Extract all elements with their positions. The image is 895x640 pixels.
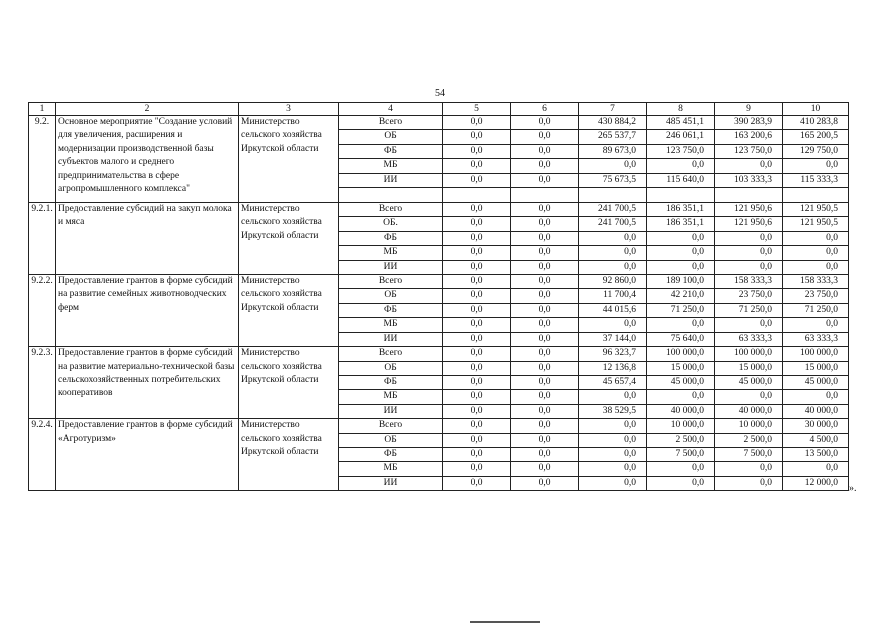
- funding-source: ИИ: [339, 260, 443, 274]
- amount-cell: 0,0: [647, 260, 715, 274]
- funding-source: ФБ: [339, 375, 443, 389]
- funding-source: Всего: [339, 347, 443, 361]
- amount-cell: 0,0: [511, 476, 579, 490]
- amount-cell: 0,0: [511, 130, 579, 144]
- amount-cell: 10 000,0: [715, 419, 783, 433]
- amount-cell: 0,0: [783, 231, 849, 245]
- amount-cell: 11 700,4: [579, 289, 647, 303]
- table-row: [29, 347, 849, 361]
- amount-cell: 75 640,0: [647, 332, 715, 346]
- amount-cell: 75 673,5: [579, 173, 647, 187]
- amount-cell: 0,0: [511, 173, 579, 187]
- amount-cell: 0,0: [579, 447, 647, 461]
- amount-cell: 0,0: [579, 260, 647, 274]
- amount-cell: 0,0: [579, 231, 647, 245]
- item-executor: Министерство сельского хозяйства Иркутской области: [239, 116, 339, 203]
- funding-source: ИИ: [339, 332, 443, 346]
- empty-cell: [443, 188, 511, 203]
- amount-cell: 45 000,0: [715, 375, 783, 389]
- amount-cell: 45 657,4: [579, 375, 647, 389]
- amount-cell: 0,0: [579, 419, 647, 433]
- funding-source: Всего: [339, 116, 443, 130]
- amount-cell: 13 500,0: [783, 447, 849, 461]
- amount-cell: 71 250,0: [783, 303, 849, 317]
- column-header: 6: [511, 103, 579, 116]
- empty-cell: [715, 188, 783, 203]
- amount-cell: 390 283,9: [715, 116, 783, 130]
- amount-cell: 0,0: [647, 159, 715, 173]
- amount-cell: 0,0: [443, 390, 511, 404]
- amount-cell: 0,0: [443, 303, 511, 317]
- amount-cell: 115 640,0: [647, 173, 715, 187]
- amount-cell: 12 136,8: [579, 361, 647, 375]
- amount-cell: 0,0: [715, 159, 783, 173]
- empty-cell: [511, 188, 579, 203]
- amount-cell: 0,0: [511, 375, 579, 389]
- amount-cell: 121 950,6: [715, 217, 783, 231]
- column-header: 9: [715, 103, 783, 116]
- amount-cell: 7 500,0: [715, 447, 783, 461]
- amount-cell: 0,0: [715, 260, 783, 274]
- amount-cell: 0,0: [443, 144, 511, 158]
- amount-cell: 163 200,6: [715, 130, 783, 144]
- table-body: [29, 116, 849, 491]
- amount-cell: 0,0: [443, 318, 511, 332]
- column-header: 5: [443, 103, 511, 116]
- amount-cell: 0,0: [443, 275, 511, 289]
- amount-cell: 0,0: [647, 390, 715, 404]
- funding-source: ОБ: [339, 289, 443, 303]
- amount-cell: 40 000,0: [715, 404, 783, 418]
- funding-source: ФБ: [339, 303, 443, 317]
- amount-cell: 0,0: [443, 217, 511, 231]
- amount-cell: 121 950,5: [783, 217, 849, 231]
- funding-source: ФБ: [339, 447, 443, 461]
- column-header: 10: [783, 103, 849, 116]
- amount-cell: 0,0: [647, 476, 715, 490]
- amount-cell: 0,0: [511, 116, 579, 130]
- amount-cell: 0,0: [443, 476, 511, 490]
- amount-cell: 0,0: [443, 116, 511, 130]
- amount-cell: 0,0: [715, 318, 783, 332]
- amount-cell: 0,0: [579, 246, 647, 260]
- amount-cell: 265 537,7: [579, 130, 647, 144]
- amount-cell: 0,0: [783, 246, 849, 260]
- amount-cell: 0,0: [443, 289, 511, 303]
- amount-cell: 0,0: [443, 375, 511, 389]
- amount-cell: 189 100,0: [647, 275, 715, 289]
- funding-source: ФБ: [339, 144, 443, 158]
- column-header: 1: [29, 103, 56, 116]
- item-code: 9.2.2.: [29, 275, 56, 347]
- funding-source: Всего: [339, 203, 443, 217]
- budget-table: [28, 102, 849, 491]
- item-code: 9.2.: [29, 116, 56, 203]
- amount-cell: 0,0: [443, 404, 511, 418]
- amount-cell: 71 250,0: [647, 303, 715, 317]
- amount-cell: 100 000,0: [647, 347, 715, 361]
- amount-cell: 158 333,3: [783, 275, 849, 289]
- amount-cell: 30 000,0: [783, 419, 849, 433]
- amount-cell: 0,0: [443, 332, 511, 346]
- funding-source: МБ: [339, 246, 443, 260]
- amount-cell: 0,0: [511, 289, 579, 303]
- amount-cell: 0,0: [715, 231, 783, 245]
- amount-cell: 0,0: [579, 390, 647, 404]
- amount-cell: 0,0: [511, 159, 579, 173]
- amount-cell: 0,0: [511, 203, 579, 217]
- amount-cell: 0,0: [647, 318, 715, 332]
- amount-cell: 0,0: [783, 462, 849, 476]
- column-header: 8: [647, 103, 715, 116]
- amount-cell: 0,0: [715, 476, 783, 490]
- empty-cell: [579, 188, 647, 203]
- table-row: [29, 419, 849, 433]
- amount-cell: 0,0: [511, 303, 579, 317]
- amount-cell: 241 700,5: [579, 203, 647, 217]
- empty-cell: [783, 188, 849, 203]
- amount-cell: 0,0: [443, 246, 511, 260]
- amount-cell: 100 000,0: [783, 347, 849, 361]
- amount-cell: 0,0: [443, 173, 511, 187]
- amount-cell: 123 750,0: [715, 144, 783, 158]
- amount-cell: 0,0: [579, 318, 647, 332]
- amount-cell: 158 333,3: [715, 275, 783, 289]
- amount-cell: 186 351,1: [647, 203, 715, 217]
- amount-cell: 123 750,0: [647, 144, 715, 158]
- table-row: [29, 203, 849, 217]
- amount-cell: 92 860,0: [579, 275, 647, 289]
- amount-cell: 0,0: [511, 318, 579, 332]
- amount-cell: 0,0: [647, 462, 715, 476]
- amount-cell: 121 950,6: [715, 203, 783, 217]
- amount-cell: 0,0: [443, 260, 511, 274]
- amount-cell: 0,0: [511, 404, 579, 418]
- amount-cell: 0,0: [511, 462, 579, 476]
- amount-cell: 115 333,3: [783, 173, 849, 187]
- item-executor: Министерство сельского хозяйства Иркутской области: [239, 419, 339, 491]
- item-code: 9.2.4.: [29, 419, 56, 491]
- amount-cell: 0,0: [511, 231, 579, 245]
- amount-cell: 485 451,1: [647, 116, 715, 130]
- amount-cell: 0,0: [443, 159, 511, 173]
- amount-cell: 186 351,1: [647, 217, 715, 231]
- amount-cell: 0,0: [579, 476, 647, 490]
- amount-cell: 0,0: [511, 447, 579, 461]
- amount-cell: 40 000,0: [647, 404, 715, 418]
- footer-rule: [470, 621, 540, 623]
- item-name: Предоставление грантов в форме субсидий на развитие материально-технической базы сельскохозяйственных потребительских кооперативов: [56, 347, 239, 419]
- funding-source: МБ: [339, 318, 443, 332]
- amount-cell: 0,0: [443, 447, 511, 461]
- empty-cell: [339, 188, 443, 203]
- funding-source: ИИ: [339, 476, 443, 490]
- amount-cell: 0,0: [511, 332, 579, 346]
- amount-cell: 0,0: [511, 275, 579, 289]
- funding-source: ОБ: [339, 361, 443, 375]
- amount-cell: 38 529,5: [579, 404, 647, 418]
- item-executor: Министерство сельского хозяйства Иркутской области: [239, 347, 339, 419]
- amount-cell: 37 144,0: [579, 332, 647, 346]
- amount-cell: 45 000,0: [647, 375, 715, 389]
- header-row: [29, 103, 849, 116]
- item-code: 9.2.3.: [29, 347, 56, 419]
- amount-cell: 10 000,0: [647, 419, 715, 433]
- page-number: 54: [435, 88, 445, 99]
- amount-cell: 129 750,0: [783, 144, 849, 158]
- amount-cell: 0,0: [783, 390, 849, 404]
- amount-cell: 15 000,0: [715, 361, 783, 375]
- funding-source: МБ: [339, 390, 443, 404]
- amount-cell: 0,0: [783, 318, 849, 332]
- amount-cell: 96 323,7: [579, 347, 647, 361]
- amount-cell: 0,0: [511, 419, 579, 433]
- item-code: 9.2.1.: [29, 203, 56, 275]
- amount-cell: 0,0: [579, 433, 647, 447]
- amount-cell: 0,0: [511, 347, 579, 361]
- amount-cell: 44 015,6: [579, 303, 647, 317]
- amount-cell: 0,0: [783, 260, 849, 274]
- funding-source: Всего: [339, 419, 443, 433]
- amount-cell: 0,0: [579, 462, 647, 476]
- closing-quote-mark: ».: [849, 483, 857, 494]
- amount-cell: 0,0: [443, 347, 511, 361]
- column-header: 3: [239, 103, 339, 116]
- amount-cell: 89 673,0: [579, 144, 647, 158]
- funding-source: МБ: [339, 159, 443, 173]
- amount-cell: 0,0: [511, 217, 579, 231]
- amount-cell: 0,0: [443, 203, 511, 217]
- amount-cell: 0,0: [715, 390, 783, 404]
- amount-cell: 0,0: [783, 159, 849, 173]
- table-row: [29, 275, 849, 289]
- item-executor: Министерство сельского хозяйства Иркутской области: [239, 203, 339, 275]
- amount-cell: 45 000,0: [783, 375, 849, 389]
- funding-source: ФБ: [339, 231, 443, 245]
- amount-cell: 63 333,3: [783, 332, 849, 346]
- amount-cell: 0,0: [511, 361, 579, 375]
- amount-cell: 23 750,0: [783, 289, 849, 303]
- column-header: 2: [56, 103, 239, 116]
- amount-cell: 2 500,0: [647, 433, 715, 447]
- funding-source: ИИ: [339, 173, 443, 187]
- amount-cell: 12 000,0: [783, 476, 849, 490]
- amount-cell: 0,0: [647, 231, 715, 245]
- amount-cell: 42 210,0: [647, 289, 715, 303]
- empty-cell: [647, 188, 715, 203]
- amount-cell: 15 000,0: [647, 361, 715, 375]
- item-name: Основное мероприятие "Создание условий для увеличения, расширения и модернизации производственной базы субъектов малого и среднего предпринимательства в сфере агропромышленного комплекса": [56, 116, 239, 203]
- amount-cell: 100 000,0: [715, 347, 783, 361]
- amount-cell: 0,0: [715, 246, 783, 260]
- amount-cell: 0,0: [511, 260, 579, 274]
- amount-cell: 0,0: [511, 390, 579, 404]
- amount-cell: 0,0: [511, 433, 579, 447]
- amount-cell: 121 950,5: [783, 203, 849, 217]
- amount-cell: 2 500,0: [715, 433, 783, 447]
- funding-source: ОБ: [339, 433, 443, 447]
- table-row: [29, 116, 849, 130]
- item-name: Предоставление субсидий на закуп молока и мяса: [56, 203, 239, 275]
- amount-cell: 165 200,5: [783, 130, 849, 144]
- amount-cell: 40 000,0: [783, 404, 849, 418]
- amount-cell: 103 333,3: [715, 173, 783, 187]
- amount-cell: 0,0: [443, 419, 511, 433]
- amount-cell: 241 700,5: [579, 217, 647, 231]
- amount-cell: 71 250,0: [715, 303, 783, 317]
- amount-cell: 410 283,8: [783, 116, 849, 130]
- funding-source: ОБ: [339, 130, 443, 144]
- item-name: Предоставление грантов в форме субсидий на развитие семейных животноводческих ферм: [56, 275, 239, 347]
- amount-cell: 0,0: [715, 462, 783, 476]
- column-header: 4: [339, 103, 443, 116]
- amount-cell: 4 500,0: [783, 433, 849, 447]
- amount-cell: 246 061,1: [647, 130, 715, 144]
- amount-cell: 0,0: [443, 361, 511, 375]
- funding-source: Всего: [339, 275, 443, 289]
- funding-source: ИИ: [339, 404, 443, 418]
- column-header: 7: [579, 103, 647, 116]
- funding-source: ОБ.: [339, 217, 443, 231]
- amount-cell: 0,0: [579, 159, 647, 173]
- amount-cell: 0,0: [647, 246, 715, 260]
- amount-cell: 7 500,0: [647, 447, 715, 461]
- amount-cell: 0,0: [443, 231, 511, 245]
- amount-cell: 15 000,0: [783, 361, 849, 375]
- amount-cell: 63 333,3: [715, 332, 783, 346]
- item-executor: Министерство сельского хозяйства Иркутской области: [239, 275, 339, 347]
- item-name: Предоставление грантов в форме субсидий «Агротуризм»: [56, 419, 239, 491]
- funding-source: МБ: [339, 462, 443, 476]
- amount-cell: 0,0: [443, 130, 511, 144]
- amount-cell: 430 884,2: [579, 116, 647, 130]
- amount-cell: 0,0: [443, 433, 511, 447]
- amount-cell: 0,0: [511, 246, 579, 260]
- amount-cell: 23 750,0: [715, 289, 783, 303]
- amount-cell: 0,0: [443, 462, 511, 476]
- amount-cell: 0,0: [511, 144, 579, 158]
